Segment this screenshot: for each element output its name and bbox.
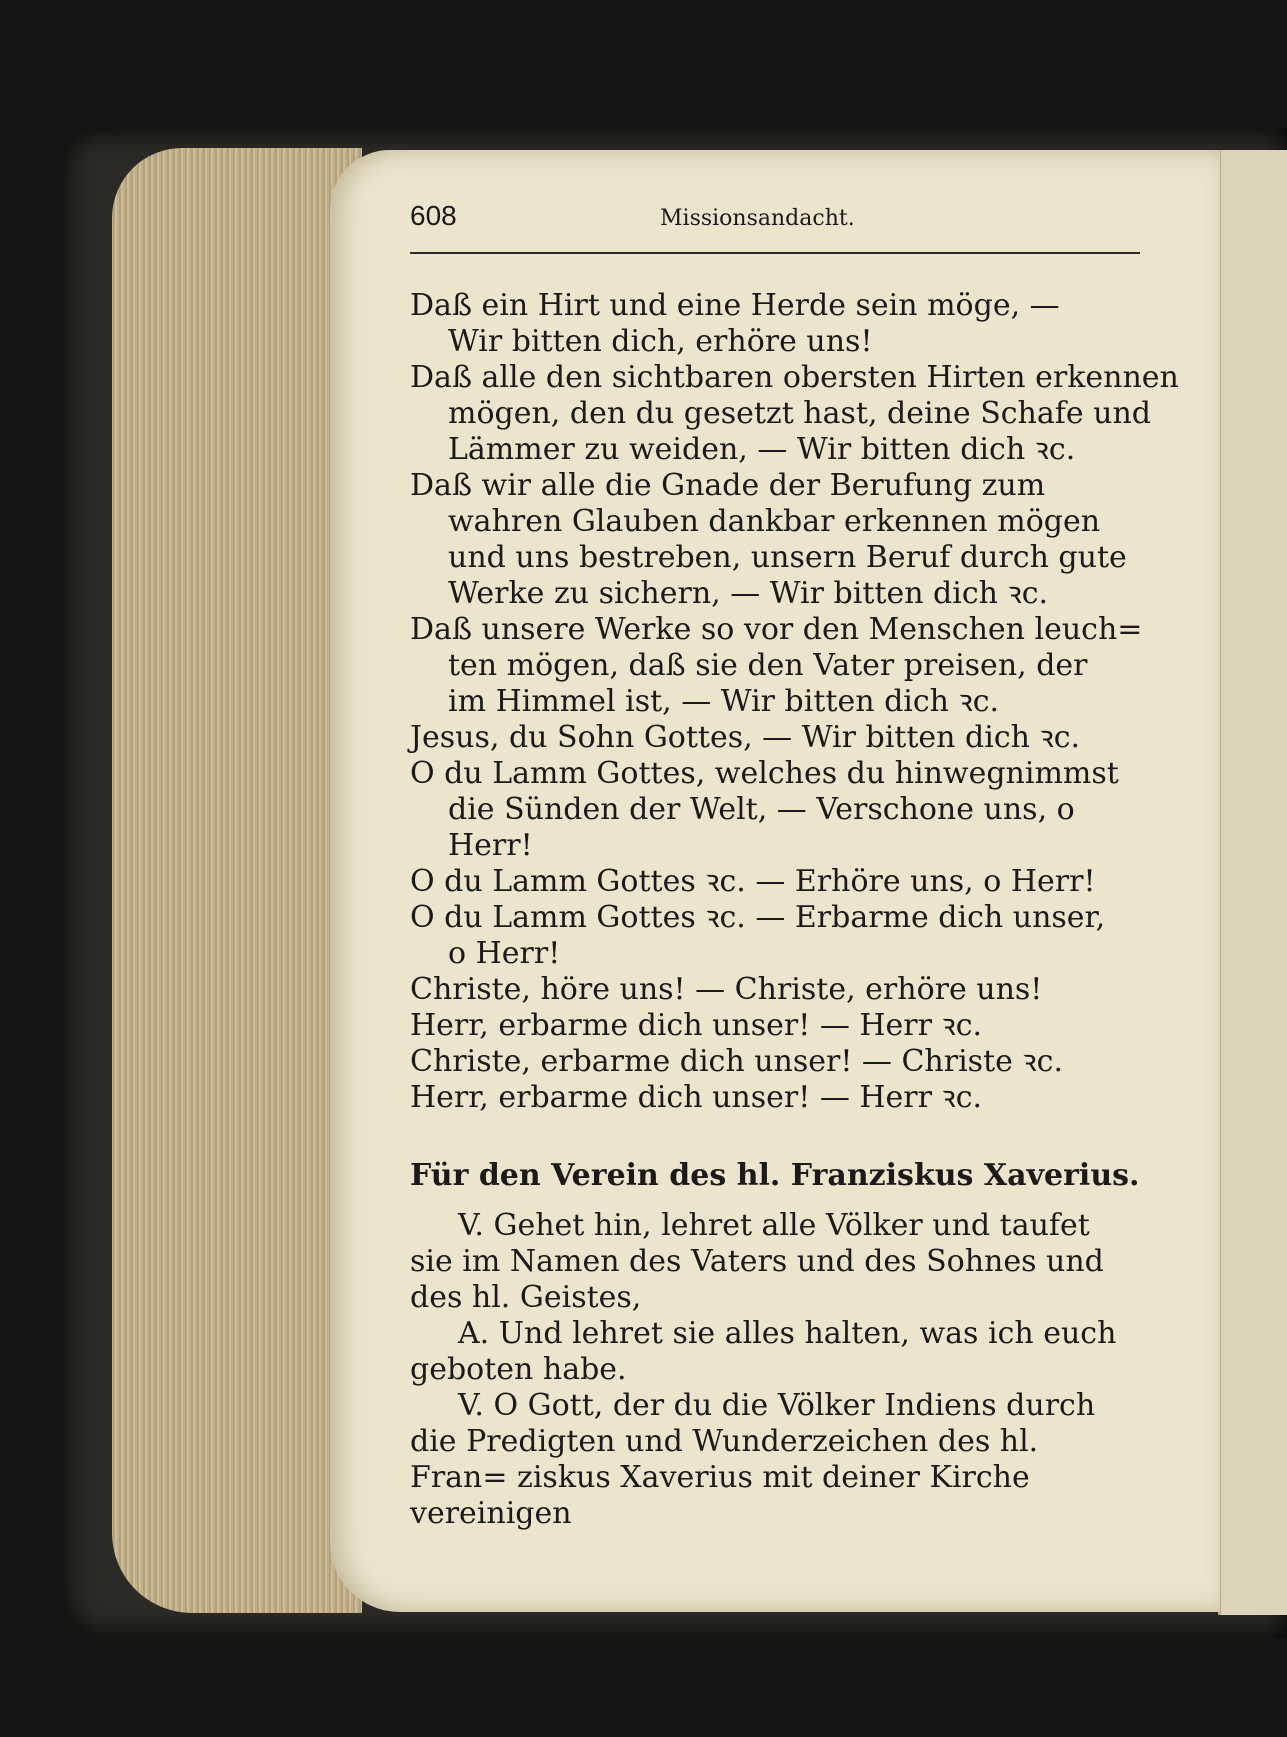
litany-line: und uns bestreben, unsern Beruf durch gute [448,540,1127,575]
response-paragraph: A. Und lehret sie alles halten, was ich euch geboten habe. [410,1316,1117,1387]
litany-line: Lämmer zu weiden, — Wir bitten dich ꝛc. [448,432,1076,467]
litany-line: ten mögen, daß sie den Vater preisen, der [448,648,1088,683]
litany-line: O du Lamm Gottes, welches du hinwegnimmst [410,756,1119,791]
litany-line: Daß alle den sichtbaren obersten Hirten erkennen [410,360,1179,395]
litany-line: die Sünden der Welt, — Verschone uns, o [448,792,1075,827]
text-block [410,288,1179,1532]
verse-paragraph: V. Gehet hin, lehret alle Völker und taufet sie im Namen des Vaters und des Sohnes und des hl. Geistes, [410,1208,1104,1315]
page-edges [112,148,362,1613]
litany-line: Herr! [448,828,533,863]
litany-line: Werke zu sichern, — Wir bitten dich ꝛc. [448,576,1049,611]
facing-page [1218,150,1287,1615]
litany-line: Daß unsere Werke so vor den Menschen leuch= [410,612,1143,647]
page-number: 608 [410,200,457,231]
litany-line: Christe, höre uns! — Christe, erhöre uns! [410,972,1043,1007]
litany-line: mögen, den du gesetzt hast, deine Schafe und [448,396,1151,431]
litany-line: Herr, erbarme dich unser! — Herr ꝛc. [410,1080,983,1115]
header-rule [410,252,1140,254]
litany-line: Daß wir alle die Gnade der Berufung zum [410,468,1046,503]
litany-line: O du Lamm Gottes ꝛc. — Erhöre uns, o Herr! [410,864,1096,899]
verse-paragraph: V. O Gott, der du die Völker Indiens durch die Predigten und Wunderzeichen des hl. Fran= ziskus Xaverius mit deiner Kirche vereinigen [410,1388,1096,1531]
litany-line: Christe, erbarme dich unser! — Christe ꝛc. [410,1044,1063,1079]
litany-line: wahren Glauben dankbar erkennen mögen [448,504,1101,539]
litany-line: o Herr! [448,936,561,971]
litany-line: Jesus, du Sohn Gottes, — Wir bitten dich ꝛc. [410,720,1081,755]
litany [410,288,1179,1116]
litany-line: Wir bitten dich, erhöre uns! [448,324,873,359]
running-head: Missionsandacht. [660,206,855,231]
litany-line: Herr, erbarme dich unser! — Herr ꝛc. [410,1008,983,1043]
page-header [410,200,1140,250]
litany-line: Daß ein Hirt und eine Herde sein möge, — [410,288,1060,323]
verses [410,1208,1140,1532]
section-title: Für den Verein des hl. Franziskus Xaverius. [410,1158,1140,1193]
litany-line: O du Lamm Gottes ꝛc. — Erbarme dich unser, [410,900,1106,935]
litany-line: im Himmel ist, — Wir bitten dich ꝛc. [448,684,1000,719]
